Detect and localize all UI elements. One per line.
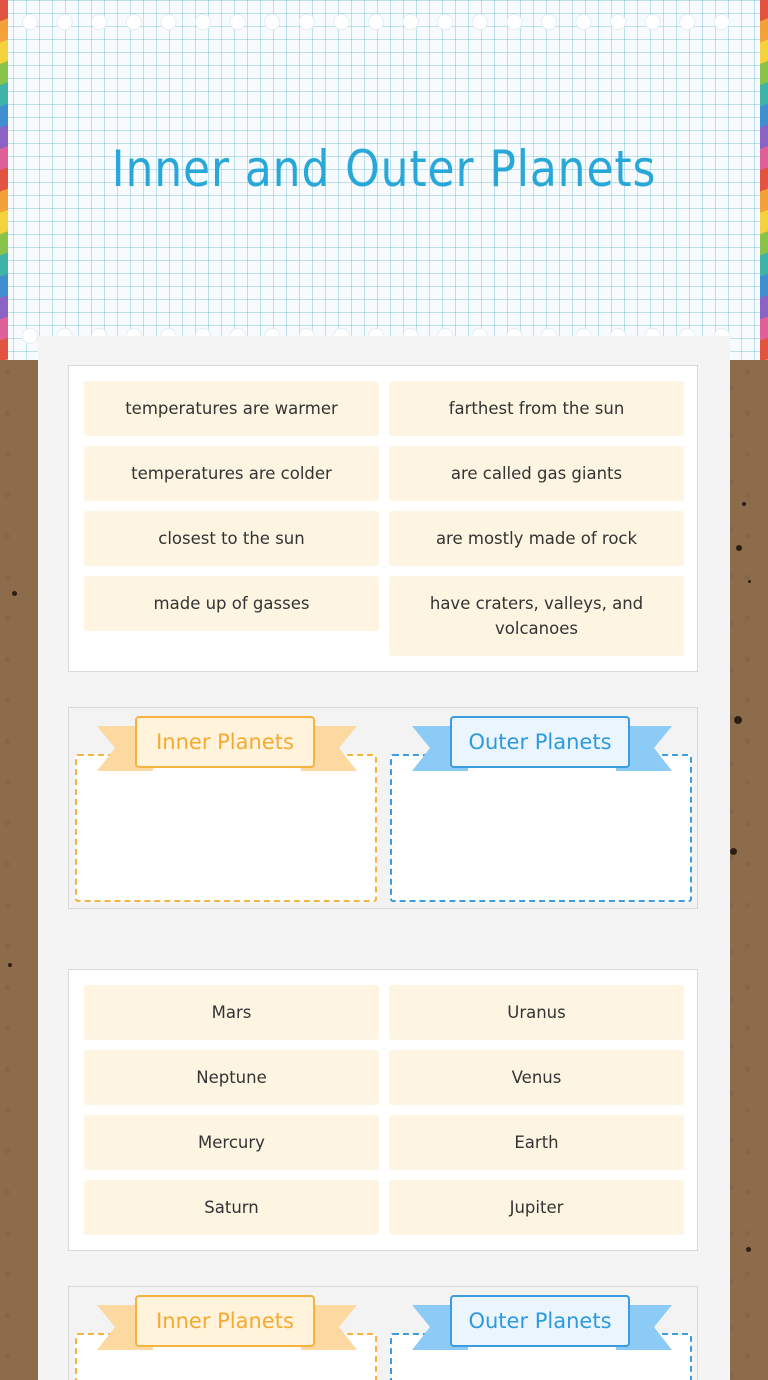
category-label-outer: Outer Planets <box>450 1295 630 1347</box>
category-ribbon-outer <box>412 1295 672 1360</box>
background-speck <box>746 1247 751 1252</box>
draggable-card[interactable]: Venus <box>389 1050 684 1105</box>
statement-card-bank <box>68 365 698 672</box>
worksheet-header <box>0 0 768 360</box>
background-speck <box>12 591 17 596</box>
draggable-card[interactable]: have craters, valleys, and volcanoes <box>389 576 684 656</box>
background-speck <box>736 545 742 551</box>
draggable-card[interactable]: Jupiter <box>389 1180 684 1235</box>
category-ribbon-outer <box>412 716 672 781</box>
draggable-card[interactable]: Saturn <box>84 1180 379 1235</box>
sort-area-1 <box>68 707 698 909</box>
rainbow-border-right <box>760 0 768 360</box>
rainbow-border-left <box>0 0 8 360</box>
draggable-card[interactable]: Mercury <box>84 1115 379 1170</box>
page-title: Inner and Outer Planets <box>111 140 657 198</box>
draggable-card[interactable]: are called gas giants <box>389 446 684 501</box>
draggable-card[interactable]: temperatures are colder <box>84 446 379 501</box>
background-speck <box>8 963 12 967</box>
category-ribbon-inner <box>97 1295 357 1360</box>
category-label-inner: Inner Planets <box>135 716 315 768</box>
category-ribbon-inner <box>97 716 357 781</box>
background-speck <box>734 716 742 724</box>
draggable-card[interactable]: Neptune <box>84 1050 379 1105</box>
background-speck <box>742 502 746 506</box>
draggable-card[interactable]: Mars <box>84 985 379 1040</box>
draggable-card[interactable]: temperatures are warmer <box>84 381 379 436</box>
category-label-outer: Outer Planets <box>450 716 630 768</box>
draggable-card[interactable]: farthest from the sun <box>389 381 684 436</box>
binder-holes-top <box>22 14 746 30</box>
draggable-card[interactable]: made up of gasses <box>84 576 379 631</box>
worksheet-sheet <box>38 336 730 1380</box>
planet-card-bank <box>68 969 698 1251</box>
sort-area-2 <box>68 1286 698 1380</box>
background-speck <box>730 848 737 855</box>
draggable-card[interactable]: Uranus <box>389 985 684 1040</box>
draggable-card[interactable]: Earth <box>389 1115 684 1170</box>
draggable-card[interactable]: closest to the sun <box>84 511 379 566</box>
background-speck <box>748 580 751 583</box>
draggable-card[interactable]: are mostly made of rock <box>389 511 684 566</box>
category-label-inner: Inner Planets <box>135 1295 315 1347</box>
